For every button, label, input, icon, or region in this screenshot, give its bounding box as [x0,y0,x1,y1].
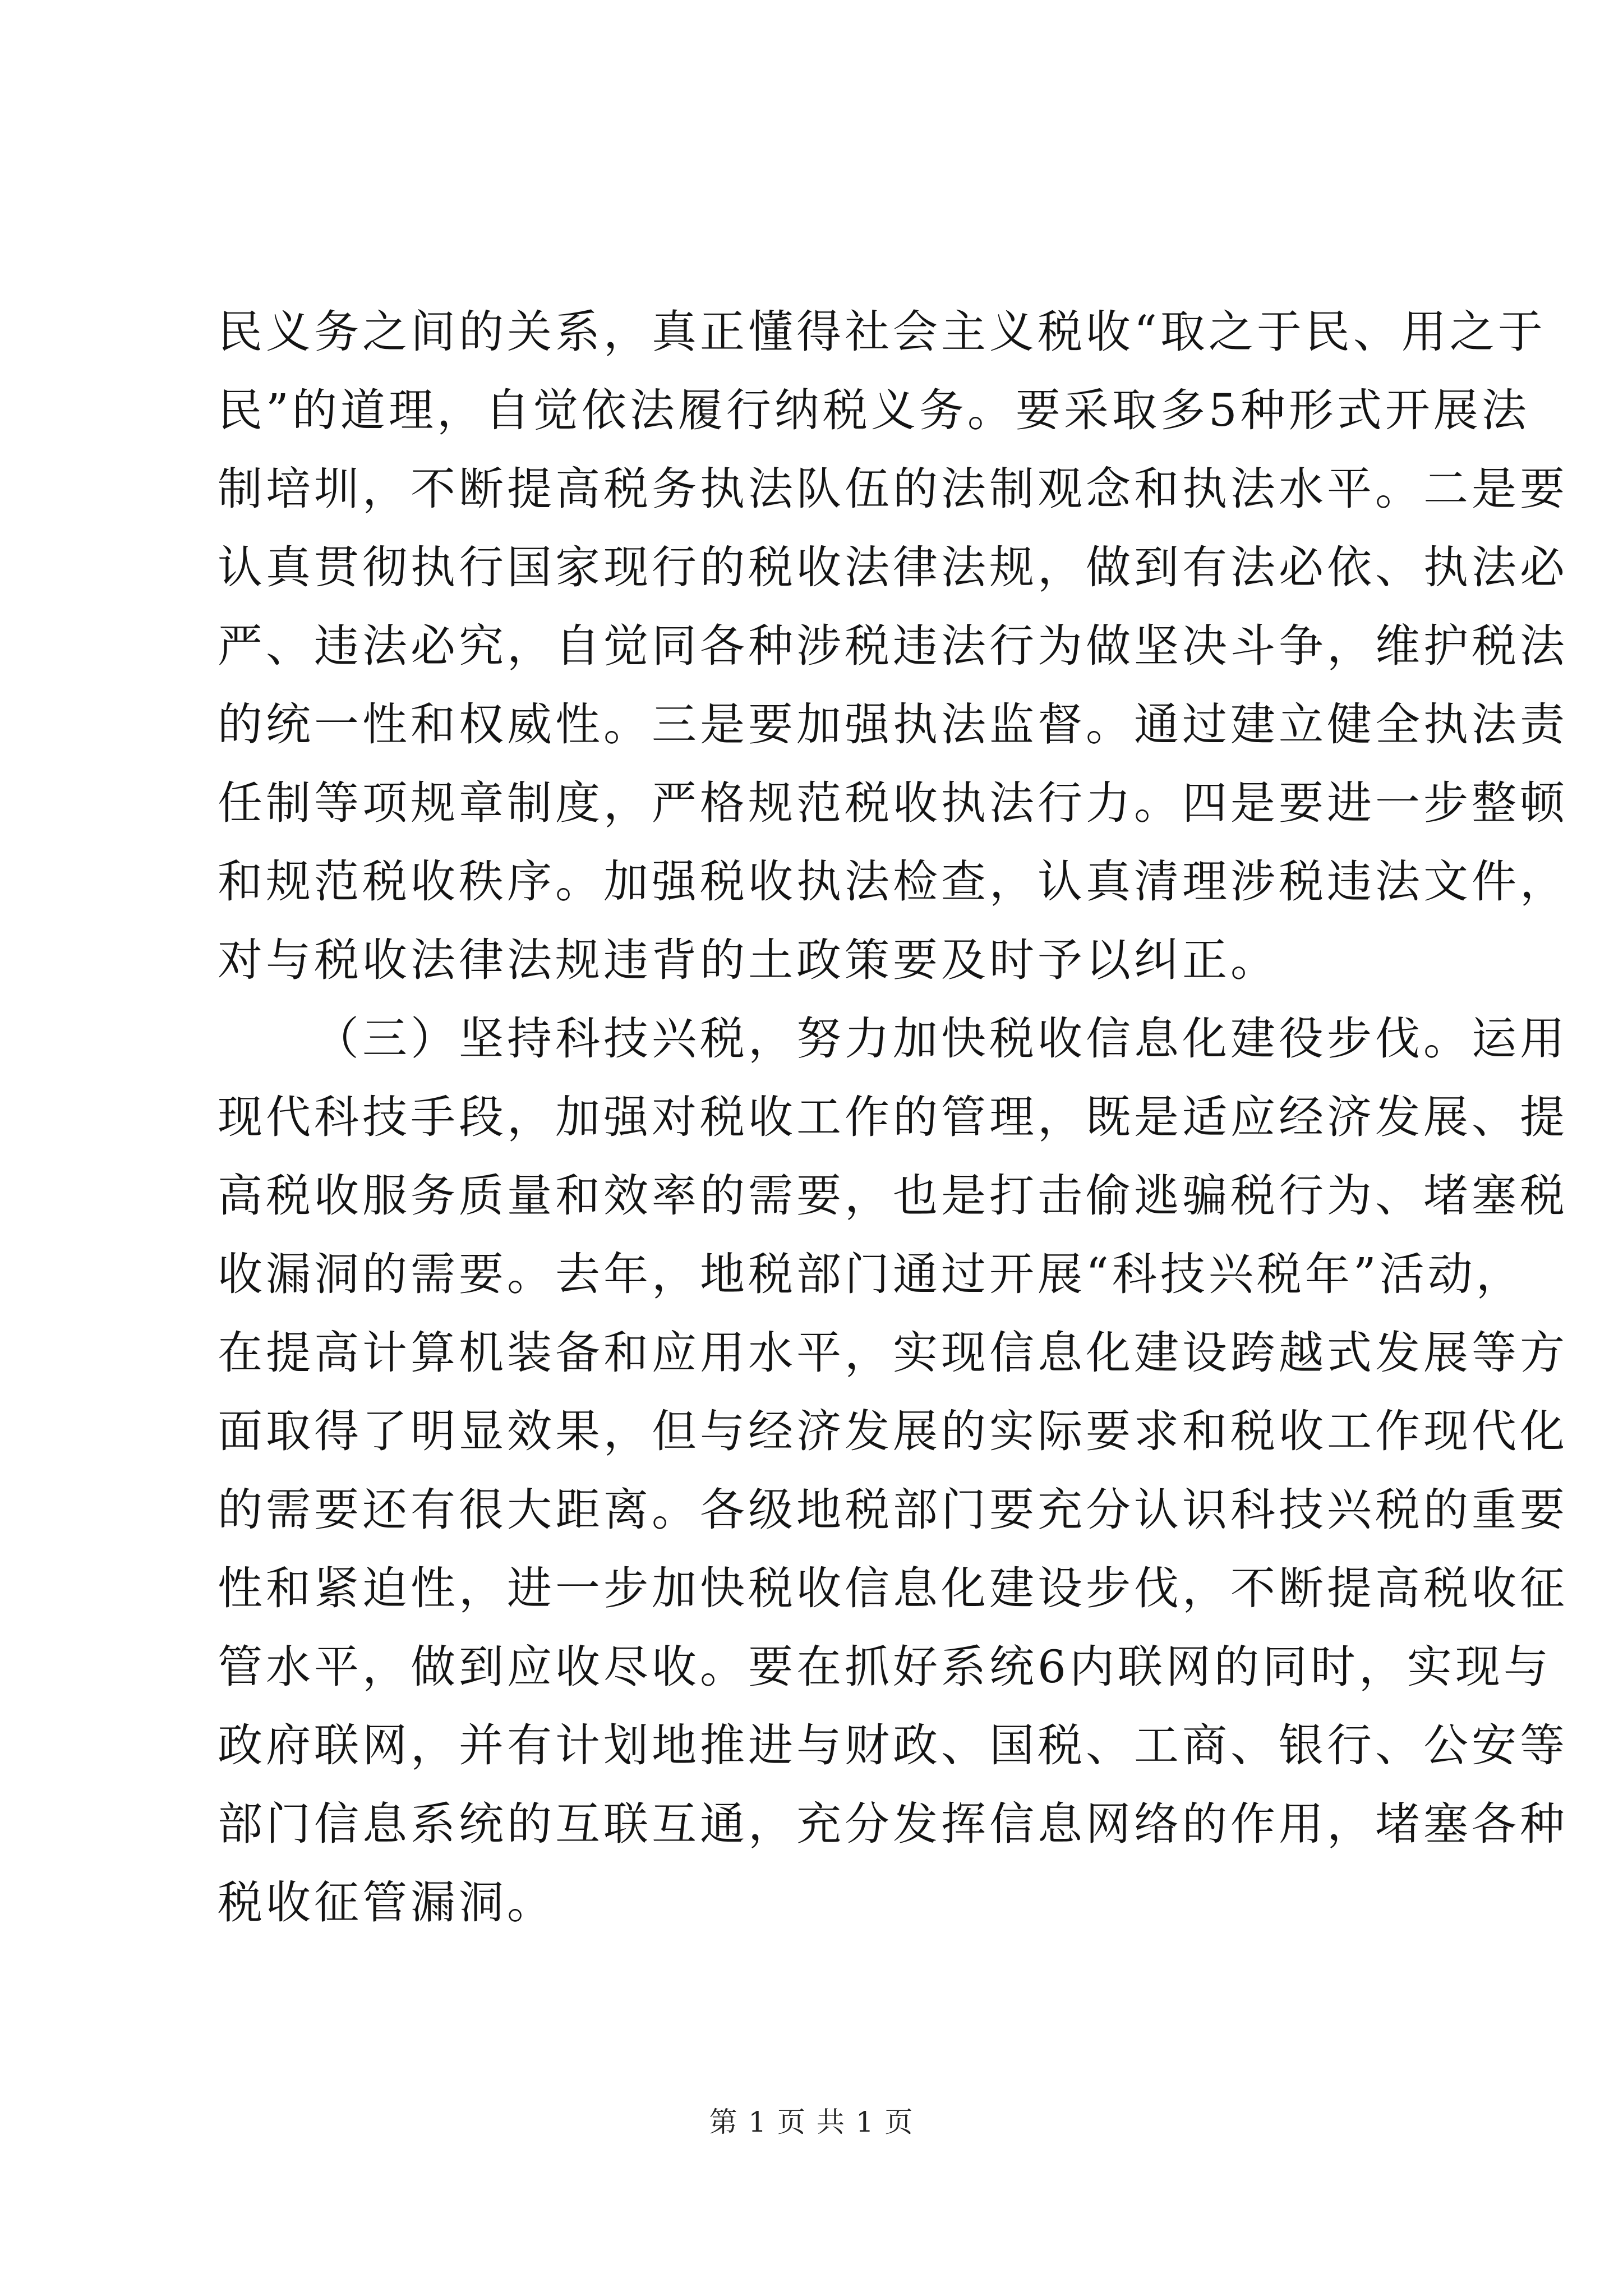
text-line: 制培圳，不断提高税务执法队伍的法制观念和执法水平。二是要 [218,463,1568,515]
text-line: 民”的道理，自觉依法履行纳税义务。要采取多5种形式开展法 [218,384,1530,436]
page-number-label: 第 1 页 共 1 页 [709,2106,914,2138]
page-footer [0,2102,1623,2142]
paragraph-first-line: （三）坚持科技兴税，努力加快税收信息化建役步伐。运用 [314,1013,1568,1065]
text-line: 性和紧迫性，进一步加快税收信息化建设步伐，不断提高税收征 [218,1562,1568,1614]
text-line: 民义务之间的关系，真正懂得社会主义税收“取之于民、用之于 [218,306,1546,358]
text-line: 面取得了明显效果，但与经济发展的实际要求和税收工作现代化 [218,1405,1568,1457]
text-line: 的统一性和权威性。三是要加强执法监督。通过建立健全执法责 [218,698,1568,751]
text-line: 任制等项规章制度，严格规范税收执法行力。四是要进一步整顿 [218,777,1568,829]
text-line: 现代科技手段，加强对税收工作的管理，既是适应经济发展、提 [218,1091,1568,1143]
text-line: 的需要还有很大距离。各级地税部门要充分认识科技兴税的重要 [218,1484,1568,1536]
text-line: 和规范税收秩序。加强税收执法检查，认真清理涉税违法文件， [218,855,1568,908]
text-line: 管水平，做到应收尽收。要在抓好系统6内联网的同时，实现与 [218,1641,1552,1693]
text-line: 部门信息系统的互联互通，充分发挥信息网络的作用，堵塞各种 [218,1798,1568,1850]
text-line: 收漏洞的需要。去年，地税部门通过开展“科技兴税年”活动， [218,1248,1524,1300]
text-line: 政府联网，并有计划地推进与财政、国税、工商、银行、公安等 [218,1719,1568,1772]
text-line: 对与税收法律法规违背的土政策要及时予以纠正。 [218,934,1279,986]
text-line: 认真贯彻执行国家现行的税收法律法规，做到有法必依、执法必 [218,541,1568,593]
text-line: 高税收服务质量和效率的需要，也是打击偷逃骗税行为、堵塞税 [218,1170,1568,1222]
text-line: 严、违法必究，自觉同各种涉税违法行为做坚决斗争，维护税法 [218,620,1568,672]
text-line: 税收征管漏洞。 [218,1876,555,1929]
text-line: 在提高计算机装备和应用水平，实现信息化建设跨越式发展等方 [218,1327,1568,1379]
